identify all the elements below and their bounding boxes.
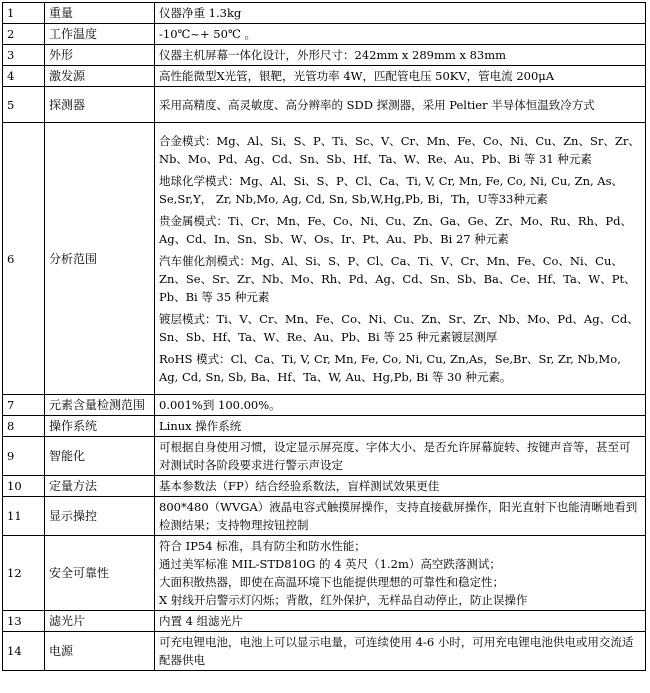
spec-item-label: 激发源 [45, 66, 155, 87]
spec-item-value [155, 536, 646, 611]
table-row [3, 497, 646, 536]
spec-item-label: 元素含量检测范围 [45, 395, 155, 416]
row-number: 2 [3, 24, 45, 45]
spec-value-line: 高性能微型X光管，银靶，光管功率 4W，匹配管电压 50KV，管电流 200μA [159, 69, 555, 83]
spec-value-line: 符合 IP54 标准，具有防尘和防水性能； [159, 539, 366, 553]
spec-item-label: 安全可靠性 [45, 536, 155, 611]
spec-item-value [155, 66, 646, 87]
spec-item-label: 分析范围 [45, 123, 155, 395]
spec-item-label: 定量方法 [45, 476, 155, 497]
table-row [3, 66, 646, 87]
spec-item-value [155, 395, 646, 416]
spec-value-line: 基本参数法（FP）结合经验系数法，盲样测试效果更佳 [159, 479, 440, 493]
spec-item-value [155, 3, 646, 24]
spec-value-line: 可充电锂电池，电池上可以显示电量，可连续使用 4-6 小时，可用充电锂电池供电或用交流适配器供电 [159, 635, 634, 667]
table-row [3, 3, 646, 24]
table-row [3, 437, 646, 476]
row-number: 14 [3, 632, 45, 671]
spec-value-line: 800*480（WVGA）液晶电容式触摸屏操作，支持直接截屏操作，阳光直射下也能清晰地看到检测结果；支持物理按钮控制 [159, 500, 638, 532]
analysis-mode: RoHS 模式：Cl、Ca、Ti, V, Cr, Mn, Fe, Co, Ni, Cu, Zn,As，Se,Br、Sr, Zr, Nb,Mo, Ag, Cd, Sn, Sb, Ba、Hf、Ta、W, Au、Hg,Pb, Bi 等 30 种元素。 [159, 351, 621, 384]
table-row [3, 24, 646, 45]
spec-value-line: 可根据自身使用习惯，设定显示屏亮度、字体大小、是否允许屏幕旋转、按键声音等，甚至可对测试时各阶段要求进行警示声设定 [159, 440, 631, 472]
row-number: 10 [3, 476, 45, 497]
analysis-mode: 地球化学模式：Mg、Al、Si、S、P、Cl、Ca、Ti, V, Cr, Mn, Fe, Co, Ni, Cu, Zn, As、Se,Sr,Y， Zr, Nb,Mo, Ag, Cd, Sn, Sb,W,Hg,Pb, Bi，Th，U等33种元素 [159, 173, 624, 206]
table-row [3, 611, 646, 632]
analysis-mode: 镀层模式：Ti、V、Cr、Mn、Fe、Co、Ni、Cu、Zn、Sr、Zr、Nb、Mo、Pd、Ag、Cd、Sn、Sb、Hf、Ta、W、Re、Au、Pb、Bi 等 25 种元素镀层测厚 [159, 311, 639, 344]
spec-value-line: 内置 4 组滤光片 [159, 614, 243, 628]
table-row [3, 476, 646, 497]
row-number: 5 [3, 87, 45, 123]
spec-value-line: 0.001%到 100.00%。 [159, 398, 281, 412]
spec-table [2, 2, 646, 671]
spec-item-value [155, 24, 646, 45]
spec-item-label: 外形 [45, 45, 155, 66]
spec-item-label: 智能化 [45, 437, 155, 476]
spec-item-label: 重量 [45, 3, 155, 24]
spec-table-body [3, 3, 646, 671]
spec-item-label: 滤光片 [45, 611, 155, 632]
row-number: 7 [3, 395, 45, 416]
row-number: 12 [3, 536, 45, 611]
spec-value-line: Linux 操作系统 [159, 419, 242, 433]
spec-item-value [155, 45, 646, 66]
table-row [3, 536, 646, 611]
spec-item-value [155, 87, 646, 123]
row-number: 8 [3, 416, 45, 437]
spec-item-value [155, 123, 646, 395]
row-number: 9 [3, 437, 45, 476]
spec-value-line: 仪器主机屏幕一体化设计，外形尺寸：242mm x 289mm x 83mm [159, 48, 507, 62]
table-row [3, 45, 646, 66]
row-number: 4 [3, 66, 45, 87]
row-number: 11 [3, 497, 45, 536]
spec-item-label: 工作温度 [45, 24, 155, 45]
row-number: 13 [3, 611, 45, 632]
spec-value-line: 采用高精度、高灵敏度、高分辨率的 SDD 探测器，采用 Peltier 半导体恒温致冷方式 [159, 97, 595, 112]
table-row [3, 123, 646, 395]
spec-item-label: 探测器 [45, 87, 155, 123]
spec-value-line: -10℃~+ 50℃ 。 [159, 27, 256, 41]
spec-value-line: 仪器净重 1.3kg [159, 6, 242, 20]
table-row [3, 632, 646, 671]
spec-item-label: 显示操控 [45, 497, 155, 536]
spec-value-line: 通过美军标准 MIL-STD810G 的 4 英尺（1.2m）高空跌落测试； [159, 557, 501, 571]
spec-value-line: X 射线开启警示灯闪烁；背散，红外保护，无样品自动停止，防止误操作 [159, 593, 528, 607]
spec-item-value [155, 416, 646, 437]
analysis-mode: 合金模式：Mg、Al、Si、S、P、Ti、Sc、V、Cr、Mn、Fe、Co、Ni、Cu、Zn、Sr、Zr、Nb、Mo、Pd、Ag、Cd、Sn、Sb、Hf、Ta、W、Re、Au、Pb、Bi 等 31 种元素 [159, 133, 640, 166]
spec-item-value [155, 611, 646, 632]
spec-item-label: 电源 [45, 632, 155, 671]
row-number: 6 [3, 123, 45, 395]
table-row [3, 416, 646, 437]
spec-item-label: 操作系统 [45, 416, 155, 437]
table-row [3, 87, 646, 123]
analysis-mode: 贵金属模式：Ti、Cr、Mn、Fe、Co、Ni、Cu、Zn、Ga、Ge、Zr、Mo、Ru、Rh、Pd、Ag、Cd、In、Sn、Sb、W、Os、Ir、Pt、Au、Pb、Bi 27 种元素 [159, 213, 632, 246]
spec-item-value [155, 476, 646, 497]
table-row [3, 395, 646, 416]
row-number: 1 [3, 3, 45, 24]
spec-item-value [155, 437, 646, 476]
spec-item-value [155, 632, 646, 671]
analysis-mode: 汽车催化剂模式：Mg、Al、Si、S、P、Cl、Ca、Ti、V、Cr、Mn、Fe、Co、Ni、Cu、Zn、Se、Sr、Zr、Nb、Mo、Rh、Pd、Ag、Cd、Sn、Sb、Ba、Ce、Hf、Ta、W、Pt、Pb、Bi 等 35 种元素 [159, 253, 636, 304]
row-number: 3 [3, 45, 45, 66]
spec-item-value [155, 497, 646, 536]
spec-value-line: 大面积散热器，即使在高温环境下也能提供理想的可靠性和稳定性； [159, 575, 504, 589]
